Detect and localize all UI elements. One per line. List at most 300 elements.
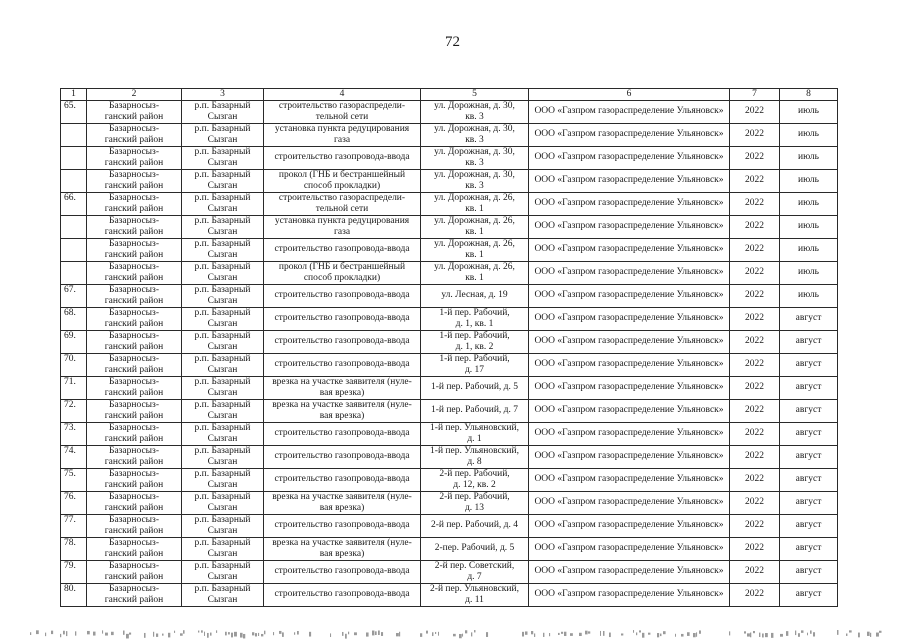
month-cell: июль	[780, 238, 838, 261]
work-type-cell: строительство газопровода-ввода	[264, 560, 421, 583]
organization-cell: ООО «Газпром газораспределение Ульяновск»	[529, 192, 730, 215]
year-cell: 2022	[730, 353, 780, 376]
year-cell: 2022	[730, 238, 780, 261]
month-cell: август	[780, 445, 838, 468]
work-type-cell: строительство газопровода-ввода	[264, 307, 421, 330]
organization-cell: ООО «Газпром газораспределение Ульяновск»	[529, 169, 730, 192]
row-number: 71.	[61, 376, 87, 399]
table-row	[61, 537, 838, 560]
row-number: 69.	[61, 330, 87, 353]
noise-speck	[474, 630, 475, 632]
noise-speck	[807, 633, 808, 636]
noise-speck	[564, 632, 566, 636]
locality-cell: р.п. Базарный Сызган	[182, 560, 264, 583]
noise-speck	[549, 633, 550, 636]
noise-speck	[153, 632, 154, 637]
noise-speck	[309, 632, 311, 637]
noise-speck	[525, 631, 527, 634]
row-number: 68.	[61, 307, 87, 330]
organization-cell: ООО «Газпром газораспределение Ульяновск»	[529, 583, 730, 606]
district-cell: Базарносыз- ганский район	[87, 284, 182, 307]
noise-speck	[60, 634, 61, 637]
noise-speck	[744, 631, 746, 633]
work-type-cell: строительство газопровода-ввода	[264, 514, 421, 537]
work-type-cell: врезка на участке заявителя (нуле- вая врезка)	[264, 376, 421, 399]
district-cell: Базарносыз- ганский район	[87, 353, 182, 376]
locality-cell: р.п. Базарный Сызган	[182, 238, 264, 261]
noise-speck	[471, 632, 472, 636]
year-cell: 2022	[730, 284, 780, 307]
noise-speck	[750, 633, 751, 638]
table-row	[61, 261, 838, 284]
address-cell: 1-й пер. Рабочий, д. 5	[421, 376, 529, 399]
row-number: 67.	[61, 284, 87, 307]
noise-speck	[258, 633, 259, 636]
row-number	[61, 169, 87, 192]
table-row	[61, 123, 838, 146]
district-cell: Базарносыз- ганский район	[87, 514, 182, 537]
row-number: 80.	[61, 583, 87, 606]
noise-speck	[648, 633, 650, 635]
locality-cell: р.п. Базарный Сызган	[182, 422, 264, 445]
address-cell: 1-й пер. Рабочий, д. 17	[421, 353, 529, 376]
organization-cell: ООО «Газпром газораспределение Ульяновск»	[529, 123, 730, 146]
column-header: 2	[87, 89, 182, 101]
work-type-cell: строительство газопровода-ввода	[264, 238, 421, 261]
table-row	[61, 376, 838, 399]
noise-speck	[330, 633, 331, 637]
work-type-cell: строительство газопровода-ввода	[264, 284, 421, 307]
noise-speck	[858, 633, 860, 638]
noise-speck	[45, 633, 46, 636]
row-number	[61, 261, 87, 284]
table-row	[61, 215, 838, 238]
noise-speck	[354, 632, 357, 635]
noise-speck	[621, 633, 623, 635]
work-type-cell: строительство газопровода-ввода	[264, 445, 421, 468]
noise-speck	[522, 632, 524, 637]
organization-cell: ООО «Газпром газораспределение Ульяновск»	[529, 238, 730, 261]
work-type-cell: врезка на участке заявителя (нуле- вая врезка)	[264, 537, 421, 560]
noise-speck	[210, 633, 212, 636]
district-cell: Базарносыз- ганский район	[87, 123, 182, 146]
noise-speck	[870, 633, 871, 637]
month-cell: июль	[780, 169, 838, 192]
table-row	[61, 330, 838, 353]
year-cell: 2022	[730, 261, 780, 284]
noise-speck	[378, 630, 380, 634]
noise-speck	[174, 631, 175, 633]
address-cell: ул. Дорожная, д. 26, кв. 1	[421, 261, 529, 284]
noise-speck	[381, 632, 383, 636]
row-number: 79.	[61, 560, 87, 583]
organization-cell: ООО «Газпром газораспределение Ульяновск»	[529, 537, 730, 560]
noise-speck	[879, 631, 882, 633]
organization-cell: ООО «Газпром газораспределение Ульяновск»	[529, 353, 730, 376]
noise-speck	[36, 630, 39, 634]
noise-speck	[846, 633, 847, 635]
month-cell: август	[780, 353, 838, 376]
locality-cell: р.п. Базарный Сызган	[182, 284, 264, 307]
district-cell: Базарносыз- ганский район	[87, 100, 182, 123]
year-cell: 2022	[730, 491, 780, 514]
noise-speck	[435, 632, 436, 634]
table-row	[61, 100, 838, 123]
locality-cell: р.п. Базарный Сызган	[182, 353, 264, 376]
noise-speck	[837, 630, 838, 635]
month-cell: август	[780, 537, 838, 560]
year-cell: 2022	[730, 169, 780, 192]
noise-speck	[798, 633, 800, 637]
noise-speck	[639, 630, 641, 632]
locality-cell: р.п. Базарный Сызган	[182, 514, 264, 537]
year-cell: 2022	[730, 583, 780, 606]
district-cell: Базарносыз- ганский район	[87, 560, 182, 583]
address-cell: ул. Дорожная, д. 30, кв. 3	[421, 100, 529, 123]
table-row	[61, 445, 838, 468]
work-type-cell: прокол (ГНБ и бестраншейный способ прокладки)	[264, 169, 421, 192]
organization-cell: ООО «Газпром газораспределение Ульяновск»	[529, 560, 730, 583]
noise-speck	[813, 632, 815, 636]
noise-speck	[765, 633, 768, 637]
address-cell: 2-й пер. Рабочий, д. 12, кв. 2	[421, 468, 529, 491]
year-cell: 2022	[730, 146, 780, 169]
month-cell: август	[780, 468, 838, 491]
work-type-cell: врезка на участке заявителя (нуле- вая врезка)	[264, 399, 421, 422]
noise-speck	[543, 633, 544, 637]
work-type-cell: строительство газораспредели- тельной сети	[264, 192, 421, 215]
noise-speck	[30, 632, 31, 635]
organization-cell: ООО «Газпром газораспределение Ульяновск»	[529, 146, 730, 169]
noise-speck	[588, 631, 590, 633]
locality-cell: р.п. Базарный Сызган	[182, 169, 264, 192]
noise-speck	[207, 633, 209, 638]
noise-speck	[297, 631, 299, 635]
row-number: 77.	[61, 514, 87, 537]
works-table	[60, 88, 838, 607]
column-header: 3	[182, 89, 264, 101]
noise-speck	[231, 633, 233, 638]
locality-cell: р.п. Базарный Сызган	[182, 307, 264, 330]
noise-speck	[534, 633, 535, 636]
address-cell: ул. Дорожная, д. 30, кв. 3	[421, 146, 529, 169]
noise-speck	[348, 632, 349, 635]
noise-speck	[699, 630, 701, 633]
noise-speck	[531, 631, 533, 634]
noise-speck	[642, 633, 644, 638]
address-cell: 2-й пер. Советский, д. 7	[421, 560, 529, 583]
address-cell: 2-й пер. Рабочий, д. 4	[421, 514, 529, 537]
organization-cell: ООО «Газпром газораспределение Ульяновск»	[529, 284, 730, 307]
month-cell: июль	[780, 215, 838, 238]
address-cell: ул. Дорожная, д. 26, кв. 1	[421, 192, 529, 215]
address-cell: 1-й пер. Рабочий, д. 1, кв. 1	[421, 307, 529, 330]
noise-speck	[600, 631, 601, 636]
noise-speck	[657, 633, 659, 637]
month-cell: август	[780, 491, 838, 514]
district-cell: Базарносыз- ганский район	[87, 146, 182, 169]
noise-speck	[225, 632, 227, 636]
table-row	[61, 238, 838, 261]
noise-speck	[162, 634, 164, 636]
noise-speck	[198, 631, 199, 633]
noise-speck	[681, 634, 684, 637]
noise-speck	[633, 630, 634, 633]
district-cell: Базарносыз- ганский район	[87, 537, 182, 560]
noise-speck	[201, 630, 203, 632]
year-cell: 2022	[730, 445, 780, 468]
locality-cell: р.п. Базарный Сызган	[182, 330, 264, 353]
month-cell: август	[780, 330, 838, 353]
organization-cell: ООО «Газпром газораспределение Ульяновск»	[529, 330, 730, 353]
table-row	[61, 514, 838, 537]
year-cell: 2022	[730, 192, 780, 215]
row-number	[61, 146, 87, 169]
noise-speck	[396, 633, 399, 636]
organization-cell: ООО «Газпром газораспределение Ульяновск»	[529, 468, 730, 491]
locality-cell: р.п. Базарный Сызган	[182, 123, 264, 146]
row-number: 70.	[61, 353, 87, 376]
organization-cell: ООО «Газпром газораспределение Ульяновск»	[529, 445, 730, 468]
district-cell: Базарносыз- ганский район	[87, 399, 182, 422]
noise-speck	[603, 631, 604, 636]
month-cell: июль	[780, 192, 838, 215]
noise-speck	[636, 632, 637, 635]
address-cell: 1-й пер. Рабочий, д. 1, кв. 2	[421, 330, 529, 353]
noise-speck	[180, 633, 183, 635]
noise-speck	[759, 633, 760, 637]
district-cell: Базарносыз- ганский район	[87, 491, 182, 514]
district-cell: Базарносыз- ганский район	[87, 192, 182, 215]
noise-speck	[252, 632, 254, 635]
address-cell: 2-пер. Рабочий, д. 5	[421, 537, 529, 560]
noise-speck	[240, 633, 243, 638]
year-cell: 2022	[730, 514, 780, 537]
column-header: 5	[421, 89, 529, 101]
year-cell: 2022	[730, 399, 780, 422]
noise-speck	[465, 630, 467, 633]
table-row	[61, 422, 838, 445]
month-cell: август	[780, 514, 838, 537]
row-number: 78.	[61, 537, 87, 560]
noise-speck	[579, 633, 582, 636]
noise-speck	[558, 633, 560, 635]
row-number: 66.	[61, 192, 87, 215]
noise-speck	[426, 631, 428, 634]
noise-speck	[687, 632, 690, 636]
noise-speck	[801, 630, 803, 632]
year-cell: 2022	[730, 215, 780, 238]
district-cell: Базарносыз- ганский район	[87, 215, 182, 238]
organization-cell: ООО «Газпром газораспределение Ульяновск»	[529, 100, 730, 123]
noise-speck	[561, 632, 563, 634]
work-type-cell: строительство газопровода-ввода	[264, 422, 421, 445]
organization-cell: ООО «Газпром газораспределение Ульяновск»	[529, 422, 730, 445]
noise-speck	[66, 631, 67, 636]
year-cell: 2022	[730, 468, 780, 491]
row-number	[61, 238, 87, 261]
noise-speck	[453, 634, 456, 637]
district-cell: Базарносыз- ганский район	[87, 330, 182, 353]
noise-speck	[129, 633, 131, 635]
month-cell: август	[780, 560, 838, 583]
district-cell: Базарносыз- ганский район	[87, 422, 182, 445]
row-number: 72.	[61, 399, 87, 422]
noise-speck	[105, 633, 108, 636]
month-cell: июль	[780, 284, 838, 307]
year-cell: 2022	[730, 537, 780, 560]
organization-cell: ООО «Газпром газораспределение Ульяновск»	[529, 514, 730, 537]
month-cell: июль	[780, 146, 838, 169]
row-number	[61, 123, 87, 146]
month-cell: июль	[780, 261, 838, 284]
noise-speck	[696, 632, 697, 636]
table-row	[61, 560, 838, 583]
noise-speck	[795, 631, 796, 636]
noise-speck	[93, 632, 96, 636]
district-cell: Базарносыз- ганский район	[87, 238, 182, 261]
column-header: 7	[730, 89, 780, 101]
noise-speck	[102, 630, 103, 633]
noise-speck	[156, 633, 158, 636]
organization-cell: ООО «Газпром газораспределение Ульяновск»	[529, 215, 730, 238]
noise-speck	[570, 633, 573, 636]
locality-cell: р.п. Базарный Сызган	[182, 583, 264, 606]
noise-speck	[432, 632, 433, 636]
month-cell: август	[780, 583, 838, 606]
work-type-cell: прокол (ГНБ и бестраншейный способ прокладки)	[264, 261, 421, 284]
table-row	[61, 284, 838, 307]
noise-speck	[675, 634, 676, 637]
year-cell: 2022	[730, 422, 780, 445]
address-cell: ул. Лесная, д. 19	[421, 284, 529, 307]
noise-speck	[51, 631, 53, 634]
month-cell: июль	[780, 123, 838, 146]
work-type-cell: строительство газопровода-ввода	[264, 468, 421, 491]
noise-speck	[399, 632, 400, 637]
column-header: 6	[529, 89, 730, 101]
noise-speck	[762, 633, 764, 637]
address-cell: ул. Дорожная, д. 26, кв. 1	[421, 238, 529, 261]
table-row	[61, 468, 838, 491]
address-cell: ул. Дорожная, д. 30, кв. 3	[421, 169, 529, 192]
noise-speck	[849, 630, 852, 632]
noise-speck	[876, 633, 879, 637]
locality-cell: р.п. Базарный Сызган	[182, 261, 264, 284]
noise-speck	[810, 630, 812, 633]
row-number: 75.	[61, 468, 87, 491]
year-cell: 2022	[730, 376, 780, 399]
address-cell: ул. Дорожная, д. 30, кв. 3	[421, 123, 529, 146]
locality-cell: р.п. Базарный Сызган	[182, 491, 264, 514]
locality-cell: р.п. Базарный Сызган	[182, 445, 264, 468]
row-number: 76.	[61, 491, 87, 514]
noise-speck	[75, 631, 76, 635]
month-cell: август	[780, 307, 838, 330]
locality-cell: р.п. Базарный Сызган	[182, 399, 264, 422]
organization-cell: ООО «Газпром газораспределение Ульяновск»	[529, 491, 730, 514]
year-cell: 2022	[730, 100, 780, 123]
noise-speck	[123, 631, 125, 635]
work-type-cell: врезка на участке заявителя (нуле- вая врезка)	[264, 491, 421, 514]
table-row	[61, 169, 838, 192]
noise-speck	[609, 633, 611, 638]
table-row	[61, 353, 838, 376]
organization-cell: ООО «Газпром газораспределение Ульяновск»	[529, 376, 730, 399]
district-cell: Базарносыз- ганский район	[87, 376, 182, 399]
district-cell: Базарносыз- ганский район	[87, 583, 182, 606]
noise-speck	[342, 632, 343, 636]
address-cell: ул. Дорожная, д. 26, кв. 1	[421, 215, 529, 238]
year-cell: 2022	[730, 330, 780, 353]
locality-cell: р.п. Базарный Сызган	[182, 376, 264, 399]
noise-speck	[234, 632, 237, 637]
noise-speck	[462, 634, 463, 637]
noise-speck	[63, 631, 65, 635]
work-type-cell: установка пункта редуцирования газа	[264, 123, 421, 146]
page-number: 72	[445, 34, 460, 50]
locality-cell: р.п. Базарный Сызган	[182, 468, 264, 491]
noise-speck	[747, 633, 750, 636]
noise-speck	[585, 631, 588, 635]
address-cell: 2-й пер. Рабочий, д. 13	[421, 491, 529, 514]
noise-speck	[216, 630, 217, 633]
locality-cell: р.п. Базарный Сызган	[182, 146, 264, 169]
month-cell: июль	[780, 100, 838, 123]
locality-cell: р.п. Базарный Сызган	[182, 537, 264, 560]
column-header: 1	[61, 89, 87, 101]
district-cell: Базарносыз- ганский район	[87, 445, 182, 468]
noise-speck	[255, 633, 257, 636]
organization-cell: ООО «Газпром газораспределение Ульяновск»	[529, 307, 730, 330]
district-cell: Базарносыз- ганский район	[87, 169, 182, 192]
month-cell: август	[780, 399, 838, 422]
year-cell: 2022	[730, 560, 780, 583]
row-number: 65.	[61, 100, 87, 123]
column-header-row	[61, 89, 838, 101]
district-cell: Базарносыз- ганский район	[87, 468, 182, 491]
month-cell: август	[780, 422, 838, 445]
noise-speck	[279, 631, 281, 634]
noise-speck	[663, 631, 666, 634]
row-number	[61, 215, 87, 238]
organization-cell: ООО «Газпром газораспределение Ульяновск»	[529, 261, 730, 284]
work-type-cell: установка пункта редуцирования газа	[264, 215, 421, 238]
address-cell: 1-й пер. Рабочий, д. 7	[421, 399, 529, 422]
noise-speck	[87, 631, 90, 634]
address-cell: 1-й пер. Ульяновский, д. 1	[421, 422, 529, 445]
noise-speck	[144, 633, 146, 638]
noise-speck	[438, 632, 439, 636]
locality-cell: р.п. Базарный Сызган	[182, 215, 264, 238]
noise-speck	[282, 632, 284, 636]
table-row	[61, 307, 838, 330]
noise-speck	[486, 632, 488, 637]
noise-speck	[243, 634, 245, 638]
noise-speck	[420, 633, 422, 637]
scan-noise-strip	[0, 628, 905, 640]
month-cell: август	[780, 376, 838, 399]
noise-speck	[228, 632, 230, 634]
column-header: 8	[780, 89, 838, 101]
noise-speck	[729, 631, 730, 635]
work-type-cell: строительство газопровода-ввода	[264, 583, 421, 606]
work-type-cell: строительство газораспредели- тельной сети	[264, 100, 421, 123]
noise-speck	[786, 631, 788, 636]
noise-speck	[111, 632, 114, 635]
noise-speck	[693, 633, 696, 637]
table-row	[61, 146, 838, 169]
